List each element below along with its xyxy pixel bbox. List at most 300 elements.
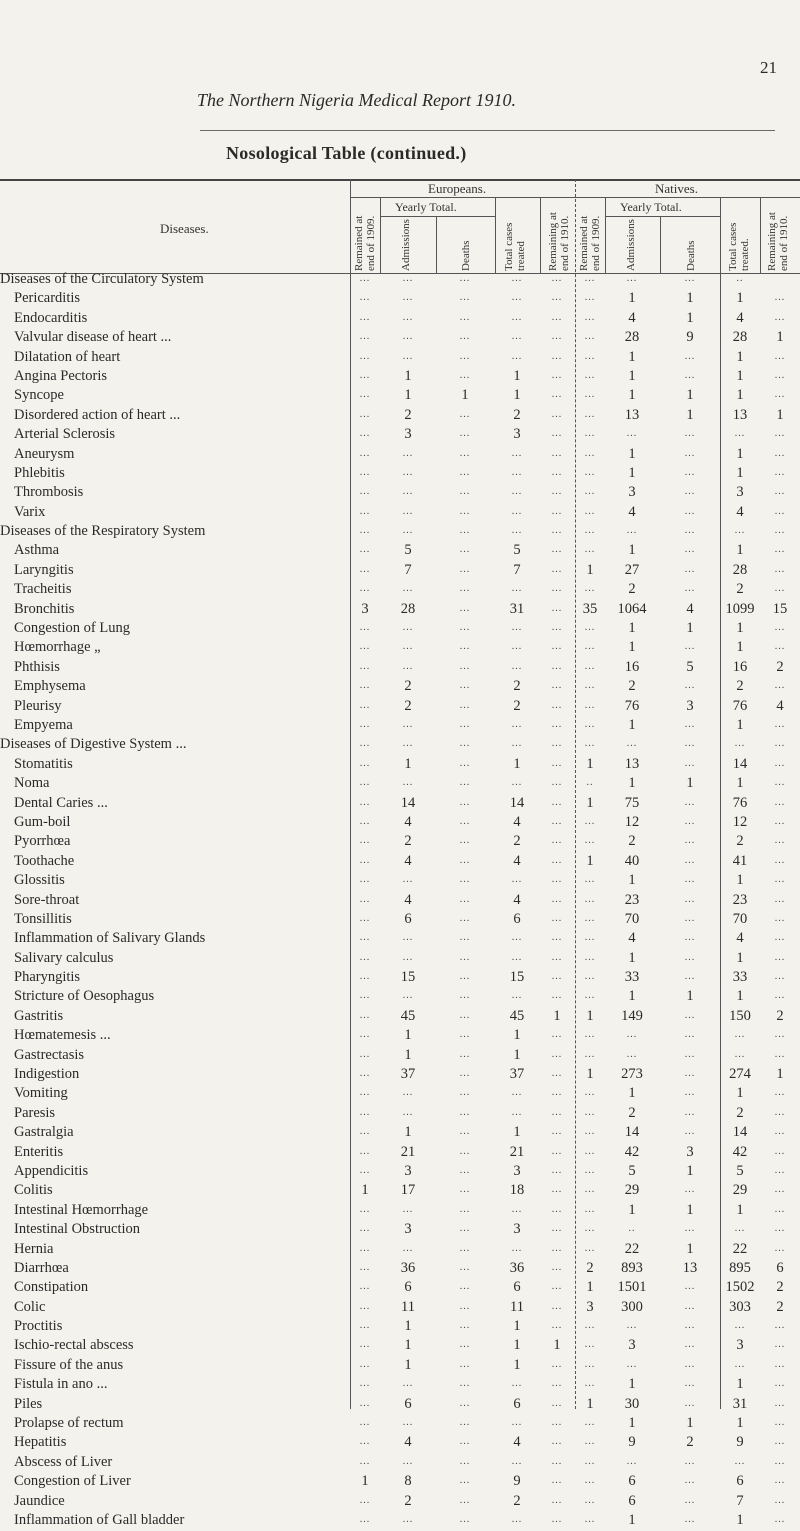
europeans-remaining-cell: ... [551,738,563,750]
natives-admissions-cell: ... [626,1048,638,1060]
natives-admissions-cell: ... [626,1320,638,1332]
natives-admissions-cell: 2 [628,678,636,695]
natives-deaths-cell: 1 [686,620,694,637]
europeans-total-cases-cell: ... [511,1514,523,1525]
europeans-admissions-cell: ... [402,1417,414,1429]
natives-remaining-cell: ... [774,738,786,750]
europeans-deaths-cell: ... [459,777,471,789]
europeans-total-cases-cell: ... [511,1203,523,1215]
natives-total-cases-cell: 4 [736,503,744,520]
europeans-remaining-cell: ... [551,622,563,634]
disease-label: Colic [14,1298,46,1315]
natives-admissions-cell: 4 [628,503,636,520]
europeans-admissions-cell: ... [402,1106,414,1118]
europeans-remaining-cell: ... [551,1378,563,1390]
europeans-remaining-cell: ... [551,1358,563,1370]
europeans-total-cases-cell: 4 [513,852,521,869]
europeans-admissions-cell: 15 [400,969,416,986]
europeans-remaining-cell: ... [551,1203,563,1215]
natives-deaths-cell: 1 [686,1201,694,1218]
europeans-remaining-cell: ... [551,544,563,556]
europeans-remaining-cell: ... [551,641,563,653]
natives-deaths-cell: ... [684,1300,696,1312]
europeans-remained-cell: ... [359,912,371,924]
natives-deaths-cell: ... [684,796,696,808]
natives-admissions-cell: 1 [628,445,636,462]
disease-label: Sore-throat [14,891,80,908]
europeans-remaining-cell: ... [551,408,563,420]
europeans-total-cases-cell: ... [511,525,523,537]
natives-admissions-cell: 75 [624,794,640,811]
natives-remaining-cell: ... [774,466,786,478]
natives-remained-cell: ... [584,1029,596,1041]
natives-remained-cell: ... [584,1358,596,1370]
europeans-remaining-cell: ... [551,660,563,672]
natives-total-cases-cell: 1 [736,1376,744,1393]
europeans-remaining-cell: ... [551,951,563,963]
eu-remaining-header: Remaining at end of 1910. [547,212,571,271]
natives-admissions-cell: 1 [628,367,636,384]
europeans-header: Europeans. [428,181,487,196]
europeans-remaining-cell: ... [551,292,563,304]
natives-remaining-cell: ... [774,563,786,575]
disease-label: Bronchitis [14,600,75,617]
table-row [0,756,800,775]
natives-total-cases-cell: 4 [736,309,744,326]
europeans-total-cases-cell: ... [511,951,523,963]
natives-remaining-cell: ... [774,1126,786,1138]
category-row [0,271,800,290]
natives-total-cases-cell: 31 [732,1395,748,1412]
natives-total-cases-cell: 1 [736,620,744,637]
natives-admissions-cell: 2 [628,833,636,850]
europeans-remained-cell: ... [359,389,371,401]
category-label: Diseases of the Circulatory System [0,271,204,287]
natives-admissions-cell: ... [626,1029,638,1041]
natives-total-cases-cell: 12 [732,813,748,830]
europeans-remained-cell: ... [359,1281,371,1293]
natives-admissions-cell: 22 [624,1240,640,1257]
natives-remained-cell: 35 [582,600,598,617]
europeans-deaths-cell: ... [459,932,471,944]
natives-remained-cell: 3 [586,1298,594,1315]
europeans-remaining-cell: ... [551,757,563,769]
natives-deaths-cell: ... [684,1358,696,1370]
europeans-admissions-cell: 5 [404,542,412,559]
europeans-remained-cell: ... [359,466,371,478]
table-row [0,1144,800,1163]
category-row [0,523,800,542]
europeans-deaths-cell: ... [459,1494,471,1506]
table-row [0,950,800,969]
table-row [0,387,800,406]
europeans-deaths-cell: ... [459,1242,471,1254]
natives-total-cases-cell: 2 [736,1104,744,1121]
natives-remained-cell: ... [584,1378,596,1390]
table-row [0,1163,800,1182]
natives-total-cases-cell: 2 [736,581,744,598]
natives-remaining-cell: ... [774,1378,786,1390]
europeans-remained-cell: ... [359,835,371,847]
natives-remained-cell: 1 [586,1007,594,1024]
natives-admissions-cell: 1 [628,1512,636,1528]
natives-admissions-cell: 1 [628,1376,636,1393]
europeans-remaining-cell: ... [551,777,563,789]
europeans-remaining-cell: ... [551,932,563,944]
natives-total-cases-cell: 7 [736,1492,744,1509]
table-row [0,988,800,1007]
natives-remained-cell: ... [584,428,596,440]
europeans-remained-cell: ... [359,1203,371,1215]
europeans-total-cases-cell: ... [511,990,523,1002]
europeans-deaths-cell: ... [459,1126,471,1138]
natives-remaining-cell: 2 [776,1298,784,1315]
disease-label: Congestion of Lung [14,620,130,637]
natives-remaining-cell: ... [774,1242,786,1254]
europeans-remained-cell: ... [359,777,371,789]
natives-remained-cell: ... [584,912,596,924]
table-row [0,717,800,736]
natives-total-cases-cell: 42 [732,1143,748,1160]
europeans-total-cases-cell: 31 [509,600,525,617]
europeans-admissions-cell: 1 [404,1318,412,1335]
europeans-deaths-cell: ... [459,660,471,672]
natives-remaining-cell: ... [774,835,786,847]
europeans-deaths-cell: ... [459,563,471,575]
natives-remaining-cell: ... [774,1514,786,1525]
natives-deaths-cell: ... [684,447,696,459]
natives-total-cases-cell: 1 [736,872,744,889]
europeans-remained-cell: ... [359,1242,371,1254]
europeans-remained-cell: ... [359,1358,371,1370]
europeans-total-cases-cell: 1 [513,1027,521,1044]
europeans-remaining-cell: 1 [553,1007,561,1024]
europeans-remaining-cell: ... [551,1145,563,1157]
natives-remained-cell: ... [584,505,596,517]
na-remained-header: Remained at end of 1909. [578,215,602,271]
natives-remained-cell: ... [584,641,596,653]
europeans-total-cases-cell: 37 [509,1066,525,1083]
natives-admissions-cell: 42 [624,1143,640,1160]
table-row [0,426,800,445]
na-deaths-header: Deaths [685,240,697,271]
europeans-remaining-cell: ... [551,893,563,905]
europeans-total-cases-cell: 6 [513,910,521,927]
europeans-deaths-cell: ... [459,1514,471,1525]
europeans-admissions-cell: ... [402,1455,414,1467]
natives-deaths-cell: ... [684,525,696,537]
europeans-total-cases-cell: 1 [513,1124,521,1141]
europeans-admissions-cell: 6 [404,910,412,927]
natives-deaths-cell: ... [684,428,696,440]
natives-remained-cell: ... [584,583,596,595]
natives-remained-cell: ... [584,1475,596,1487]
natives-total-cases-cell: ... [734,1223,746,1235]
table-row [0,930,800,949]
natives-deaths-cell: ... [684,1397,696,1409]
natives-remained-cell: ... [584,874,596,886]
na-remaining-header: Remaining at end of 1910. [766,212,790,271]
natives-remaining-cell: 2 [776,658,784,675]
natives-total-cases-cell: ... [734,1048,746,1060]
table-row [0,310,800,329]
natives-deaths-cell: ... [684,971,696,983]
europeans-deaths-cell: ... [459,408,471,420]
natives-admissions-cell: 5 [628,1162,636,1179]
natives-admissions-cell: 1 [628,639,636,656]
natives-remained-cell: ... [584,1106,596,1118]
natives-total-cases-cell: ... [734,1358,746,1370]
disease-label: Prolapse of rectum [14,1415,124,1432]
natives-remained-cell: ... [584,466,596,478]
natives-deaths-cell: ... [684,1106,696,1118]
natives-remained-cell: ... [584,699,596,711]
europeans-admissions-cell: ... [402,777,414,789]
natives-remained-cell: ... [584,1514,596,1525]
natives-total-cases-cell: 5 [736,1162,744,1179]
natives-deaths-cell: 1 [686,1415,694,1432]
europeans-admissions-cell: ... [402,874,414,886]
table-row [0,698,800,717]
europeans-admissions-cell: 6 [404,1395,412,1412]
table-row [0,969,800,988]
europeans-admissions-cell: 37 [400,1066,416,1083]
natives-remained-cell: ... [584,1048,596,1060]
natives-admissions-cell: 13 [624,755,640,772]
europeans-admissions-cell: 1 [404,387,412,404]
table-row [0,1085,800,1104]
disease-label: Syncope [14,387,64,404]
disease-label: Fistula in ano ... [14,1376,108,1393]
europeans-remaining-cell: ... [551,563,563,575]
europeans-remaining-cell: ... [551,525,563,537]
natives-deaths-cell: ... [684,874,696,886]
europeans-deaths-cell: ... [459,1048,471,1060]
europeans-remained-cell: ... [359,1300,371,1312]
natives-remaining-cell: 2 [776,1007,784,1024]
natives-remained-cell: .. [586,777,594,789]
natives-remaining-cell: ... [774,1436,786,1448]
natives-remaining-cell: ... [774,951,786,963]
natives-total-cases-cell: 1 [736,988,744,1005]
disease-label: Constipation [14,1279,89,1296]
europeans-total-cases-cell: 18 [509,1182,525,1199]
natives-deaths-cell: ... [684,1475,696,1487]
na-admissions-header: Admissions [625,219,637,271]
europeans-admissions-cell: 4 [404,891,412,908]
table-row [0,1396,800,1415]
natives-remained-cell: ... [584,1126,596,1138]
natives-admissions-cell: 2 [628,1104,636,1121]
na-total-cases-header: Total cases treated. [727,222,751,271]
natives-deaths-cell: ... [684,738,696,750]
natives-total-cases-cell: ... [734,1455,746,1467]
table-row [0,1105,800,1124]
disease-label: Laryngitis [14,561,74,578]
table-row [0,1493,800,1512]
europeans-total-cases-cell: 21 [509,1143,525,1160]
natives-deaths-cell: ... [684,854,696,866]
europeans-admissions-cell: 11 [401,1298,415,1315]
europeans-remained-cell: ... [359,486,371,498]
europeans-admissions-cell: 2 [404,678,412,695]
europeans-remaining-cell: ... [551,602,563,614]
europeans-total-cases-cell: 2 [513,833,521,850]
natives-total-cases-cell: 33 [732,969,748,986]
europeans-total-cases-cell: 5 [513,542,521,559]
europeans-total-cases-cell: ... [511,1455,523,1467]
natives-deaths-cell: 2 [686,1434,694,1451]
europeans-remaining-cell: ... [551,1494,563,1506]
eu-admissions-header: Admissions [400,219,412,271]
disease-label: Pericarditis [14,290,81,307]
table-title: Nosological Table (continued.) [226,143,467,163]
europeans-total-cases-cell: 1 [513,1318,521,1335]
table-row [0,349,800,368]
natives-total-cases-cell: 1 [736,290,744,307]
europeans-deaths-cell: ... [459,874,471,886]
europeans-remaining-cell: ... [551,1455,563,1467]
natives-total-cases-cell: 303 [729,1298,751,1315]
europeans-total-cases-cell: ... [511,486,523,498]
europeans-deaths-cell: ... [459,1320,471,1332]
natives-deaths-cell: ... [684,951,696,963]
natives-remaining-cell: ... [774,447,786,459]
category-label: Diseases of the Respiratory System [0,523,206,540]
europeans-remaining-cell: ... [551,428,563,440]
disease-label: Enteritis [14,1143,64,1160]
europeans-remained-cell: ... [359,757,371,769]
table-row [0,1357,800,1376]
europeans-remained-cell: ... [359,1397,371,1409]
europeans-remained-cell: ... [359,369,371,381]
natives-deaths-cell: 9 [686,329,694,346]
category-row [0,736,800,755]
natives-deaths-cell: 1 [686,988,694,1005]
natives-total-cases-cell: 1 [736,387,744,404]
europeans-remaining-cell: ... [551,1223,563,1235]
europeans-remained-cell: ... [359,428,371,440]
europeans-admissions-cell: ... [402,932,414,944]
europeans-deaths-cell: ... [459,1029,471,1041]
disease-label: Diarrhœa [14,1259,69,1276]
natives-remained-cell: 2 [586,1259,594,1276]
europeans-admissions-cell: ... [402,273,414,284]
europeans-remained-cell: ... [359,971,371,983]
natives-remaining-cell: 15 [772,600,788,617]
natives-header: Natives. [655,181,698,196]
natives-total-cases-cell: 70 [732,910,748,927]
europeans-deaths-cell: ... [459,1261,471,1273]
europeans-remained-cell: ... [359,1417,371,1429]
disease-label: Gum-boil [14,813,71,830]
europeans-remaining-cell: ... [551,389,563,401]
natives-admissions-cell: 29 [624,1182,640,1199]
natives-total-cases-cell: 1 [736,716,744,733]
natives-deaths-cell: ... [684,563,696,575]
europeans-admissions-cell: ... [402,1087,414,1099]
natives-deaths-cell: ... [684,680,696,692]
natives-deaths-cell: 1 [686,309,694,326]
europeans-deaths-cell: ... [459,1009,471,1021]
europeans-remained-cell: ... [359,718,371,730]
europeans-total-cases-cell: ... [511,660,523,672]
europeans-deaths-cell: ... [459,486,471,498]
natives-remaining-cell: ... [774,757,786,769]
natives-admissions-cell: 1064 [617,600,647,617]
natives-remaining-cell: ... [774,971,786,983]
europeans-deaths-cell: ... [459,971,471,983]
europeans-admissions-cell: 2 [404,697,412,714]
table-row [0,1066,800,1085]
europeans-admissions-cell: ... [402,990,414,1002]
europeans-admissions-cell: ... [402,1514,414,1525]
europeans-remained-cell: ... [359,1048,371,1060]
natives-deaths-cell: ... [684,835,696,847]
natives-remained-cell: ... [584,1417,596,1429]
natives-deaths-cell: ... [684,757,696,769]
natives-remaining-cell: ... [774,815,786,827]
natives-remained-cell: ... [584,1494,596,1506]
natives-admissions-cell: ... [626,428,638,440]
europeans-remaining-cell: ... [551,990,563,1002]
europeans-deaths-cell: ... [459,835,471,847]
natives-remaining-cell: 2 [776,1279,784,1296]
disease-label: Inflammation of Salivary Glands [14,930,206,947]
europeans-admissions-cell: ... [402,1203,414,1215]
natives-admissions-cell: 30 [624,1395,640,1412]
diseases-header: Diseases. [160,221,209,236]
natives-deaths-cell: ... [684,1455,696,1467]
europeans-deaths-cell: ... [459,622,471,634]
natives-admissions-cell: 893 [621,1259,643,1276]
natives-deaths-cell: 1 [686,1162,694,1179]
table-row [0,1337,800,1356]
europeans-remained-cell: ... [359,1009,371,1021]
europeans-remained-cell: ... [359,1261,371,1273]
natives-remaining-cell: ... [774,777,786,789]
disease-label: Pyorrhœa [14,833,71,850]
europeans-admissions-cell: 14 [400,794,416,811]
europeans-remained-cell: ... [359,1164,371,1176]
natives-remained-cell: ... [584,544,596,556]
natives-remaining-cell: ... [774,641,786,653]
disease-label: Tonsillitis [14,910,72,927]
natives-deaths-cell: ... [684,466,696,478]
natives-remaining-cell: ... [774,1145,786,1157]
natives-total-cases-cell: 895 [729,1259,751,1276]
natives-remained-cell: ... [584,660,596,672]
table-row [0,1124,800,1143]
europeans-remaining-cell: ... [551,1436,563,1448]
natives-deaths-cell: ... [684,350,696,362]
natives-admissions-cell: 1 [628,1201,636,1218]
disease-label: Noma [14,775,50,792]
table-row [0,1008,800,1027]
natives-admissions-cell: 76 [624,697,640,714]
natives-remained-cell: ... [584,1339,596,1351]
natives-remained-cell: ... [584,447,596,459]
europeans-yearly-total-header: Yearly Total. [395,200,457,214]
disease-label: Valvular disease of heart ... [14,329,172,346]
europeans-deaths-cell: ... [459,757,471,769]
europeans-deaths-cell: ... [459,1087,471,1099]
natives-total-cases-cell: 3 [736,484,744,501]
europeans-admissions-cell: 4 [404,813,412,830]
europeans-remained-cell: ... [359,641,371,653]
natives-total-cases-cell: 3 [736,1337,744,1354]
europeans-total-cases-cell: 6 [513,1395,521,1412]
